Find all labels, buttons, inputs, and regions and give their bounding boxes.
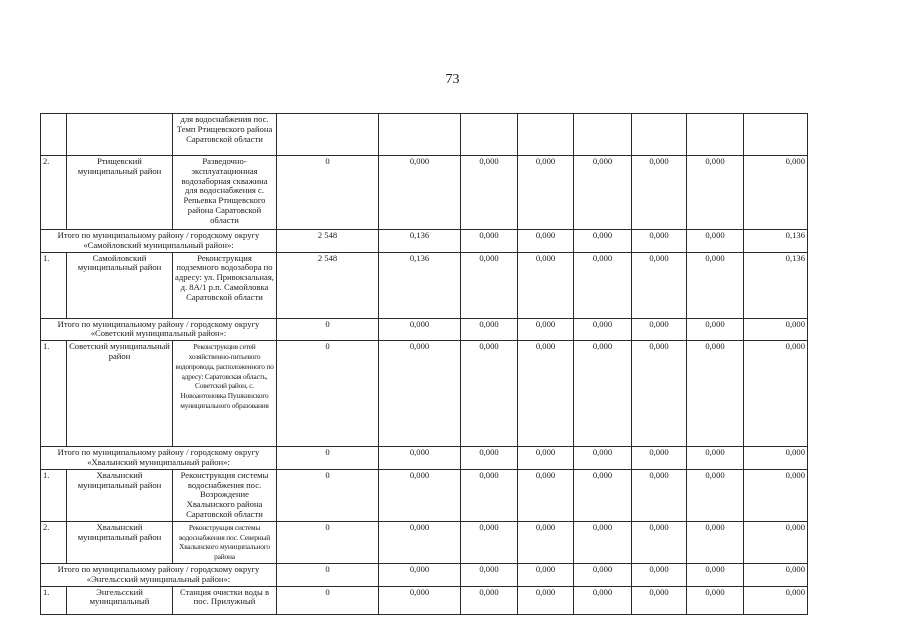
value-col-6: 0,000: [632, 469, 687, 521]
value-total: 0: [277, 563, 379, 586]
table-row: [41, 521, 808, 563]
value-col-3: 0,000: [461, 469, 518, 521]
value-col-5: 0,000: [574, 586, 632, 614]
value-col-8: 0,000: [744, 156, 808, 230]
value-total: [277, 114, 379, 156]
value-col-6: 0,000: [632, 230, 687, 253]
value-total: 0: [277, 156, 379, 230]
value-col-4: 0,000: [518, 521, 574, 563]
value-col-6: 0,000: [632, 156, 687, 230]
value-col-5: 0,000: [574, 563, 632, 586]
value-total: 2 548: [277, 230, 379, 253]
value-col-3: 0,000: [461, 447, 518, 470]
value-col-7: 0,000: [687, 521, 744, 563]
total-label: Итого по муниципальному району / городскому округу «Энгельсский муниципальный район»:: [41, 563, 277, 586]
value-col-3: 0,000: [461, 586, 518, 614]
district-name: Самойловский муниципальный район: [67, 252, 173, 318]
value-col-3: 0,000: [461, 318, 518, 341]
value-col-6: 0,000: [632, 341, 687, 447]
total-label: Итого по муниципальному району / городскому округу «Самойловский муниципальный район»:: [41, 230, 277, 253]
value-col-8: 0,000: [744, 521, 808, 563]
value-col-4: 0,000: [518, 341, 574, 447]
value-col-4: [518, 114, 574, 156]
total-row: [41, 447, 808, 470]
value-col-2: 0,000: [379, 447, 461, 470]
value-col-8: 0,000: [744, 469, 808, 521]
value-col-5: 0,000: [574, 318, 632, 341]
table-row: [41, 252, 808, 318]
value-col-3: 0,000: [461, 252, 518, 318]
value-col-4: 0,000: [518, 469, 574, 521]
value-col-2: 0,000: [379, 521, 461, 563]
value-col-4: 0,000: [518, 318, 574, 341]
value-col-7: 0,000: [687, 586, 744, 614]
value-col-6: 0,000: [632, 563, 687, 586]
value-col-5: 0,000: [574, 156, 632, 230]
value-total: 0: [277, 341, 379, 447]
object-description: Реконструкция сетей хозяйственно-питьевого водопровода, расположенного по адресу: Саратовская область, Советский район, с. Новоантоновка Пушкинского муниципального образования: [173, 341, 277, 447]
total-row: [41, 563, 808, 586]
table-row: [41, 156, 808, 230]
value-col-6: 0,000: [632, 252, 687, 318]
table-row: [41, 341, 808, 447]
value-col-2: 0,000: [379, 469, 461, 521]
value-col-4: 0,000: [518, 230, 574, 253]
value-col-3: [461, 114, 518, 156]
district-name: Хвалынский муниципальный район: [67, 469, 173, 521]
row-number: 1.: [41, 469, 67, 521]
value-col-3: 0,000: [461, 521, 518, 563]
value-col-3: 0,000: [461, 156, 518, 230]
value-col-4: 0,000: [518, 586, 574, 614]
value-col-2: 0,000: [379, 156, 461, 230]
value-col-3: 0,000: [461, 230, 518, 253]
object-description: Реконструкция подземного водозабора по адресу: ул. Привокзальная, д. 8А/1 р.п. Самойловка Саратовской области: [173, 252, 277, 318]
district-name: Энгельсский муниципальный: [67, 586, 173, 614]
value-col-6: 0,000: [632, 447, 687, 470]
row-number: 1.: [41, 586, 67, 614]
object-description: Реконструкция системы водоснабжения пос. Северный Хвалынского муниципального района: [173, 521, 277, 563]
value-col-6: 0,000: [632, 586, 687, 614]
value-col-2: 0,136: [379, 230, 461, 253]
value-col-7: 0,000: [687, 447, 744, 470]
value-total: 0: [277, 521, 379, 563]
table-row: [41, 114, 808, 156]
value-col-5: 0,000: [574, 341, 632, 447]
object-description: Разведочно-эксплуатационная водозаборная скважина для водоснабжения с. Репьевка Ртищевского района Саратовской области: [173, 156, 277, 230]
value-total: 2 548: [277, 252, 379, 318]
value-col-8: 0,000: [744, 586, 808, 614]
value-col-2: 0,000: [379, 318, 461, 341]
page-number: 73: [445, 72, 460, 87]
district-name: [67, 114, 173, 156]
value-col-5: 0,000: [574, 230, 632, 253]
district-name: Ртищевский муниципальный район: [67, 156, 173, 230]
table-row: [41, 469, 808, 521]
value-total: 0: [277, 469, 379, 521]
value-col-4: 0,000: [518, 156, 574, 230]
value-col-8: 0,000: [744, 447, 808, 470]
value-col-4: 0,000: [518, 447, 574, 470]
value-col-2: 0,000: [379, 341, 461, 447]
object-description: Станция очистки воды в пос. Прилужный: [173, 586, 277, 614]
value-col-8: 0,136: [744, 230, 808, 253]
value-col-5: 0,000: [574, 521, 632, 563]
value-col-2: 0,136: [379, 252, 461, 318]
district-name: Советский муниципальный район: [67, 341, 173, 447]
value-col-2: [379, 114, 461, 156]
value-col-6: 0,000: [632, 318, 687, 341]
value-col-7: 0,000: [687, 230, 744, 253]
row-number: 1.: [41, 341, 67, 447]
total-row: [41, 230, 808, 253]
value-total: 0: [277, 318, 379, 341]
value-total: 0: [277, 586, 379, 614]
value-col-8: 0,136: [744, 252, 808, 318]
value-col-6: 0,000: [632, 521, 687, 563]
value-col-8: 0,000: [744, 341, 808, 447]
value-col-8: 0,000: [744, 318, 808, 341]
value-col-2: 0,000: [379, 586, 461, 614]
value-col-7: 0,000: [687, 469, 744, 521]
value-col-7: [687, 114, 744, 156]
value-col-8: 0,000: [744, 563, 808, 586]
value-col-4: 0,000: [518, 252, 574, 318]
value-col-8: [744, 114, 808, 156]
object-description: для водоснабжения пос. Темп Ртищевского района Саратовской области: [173, 114, 277, 156]
value-col-2: 0,000: [379, 563, 461, 586]
value-col-7: 0,000: [687, 341, 744, 447]
table-body: [41, 114, 808, 615]
row-number: 2.: [41, 521, 67, 563]
total-row: [41, 318, 808, 341]
value-col-5: 0,000: [574, 447, 632, 470]
district-name: Хвалынский муниципальный район: [67, 521, 173, 563]
value-col-3: 0,000: [461, 563, 518, 586]
object-description: Реконструкция системы водоснабжения пос. Возрождение Хвалынского района Саратовской области: [173, 469, 277, 521]
value-col-7: 0,000: [687, 318, 744, 341]
value-col-7: 0,000: [687, 156, 744, 230]
value-col-6: [632, 114, 687, 156]
row-number: 1.: [41, 252, 67, 318]
value-col-5: 0,000: [574, 469, 632, 521]
value-col-5: 0,000: [574, 252, 632, 318]
value-total: 0: [277, 447, 379, 470]
value-col-3: 0,000: [461, 341, 518, 447]
table-row: [41, 586, 808, 614]
row-number: [41, 114, 67, 156]
value-col-7: 0,000: [687, 563, 744, 586]
value-col-7: 0,000: [687, 252, 744, 318]
total-label: Итого по муниципальному району / городскому округу «Хвалынский муниципальный район»:: [41, 447, 277, 470]
value-col-4: 0,000: [518, 563, 574, 586]
row-number: 2.: [41, 156, 67, 230]
value-col-5: [574, 114, 632, 156]
total-label: Итого по муниципальному району / городскому округу «Советский муниципальный район»:: [41, 318, 277, 341]
investment-program-table: [40, 113, 808, 615]
